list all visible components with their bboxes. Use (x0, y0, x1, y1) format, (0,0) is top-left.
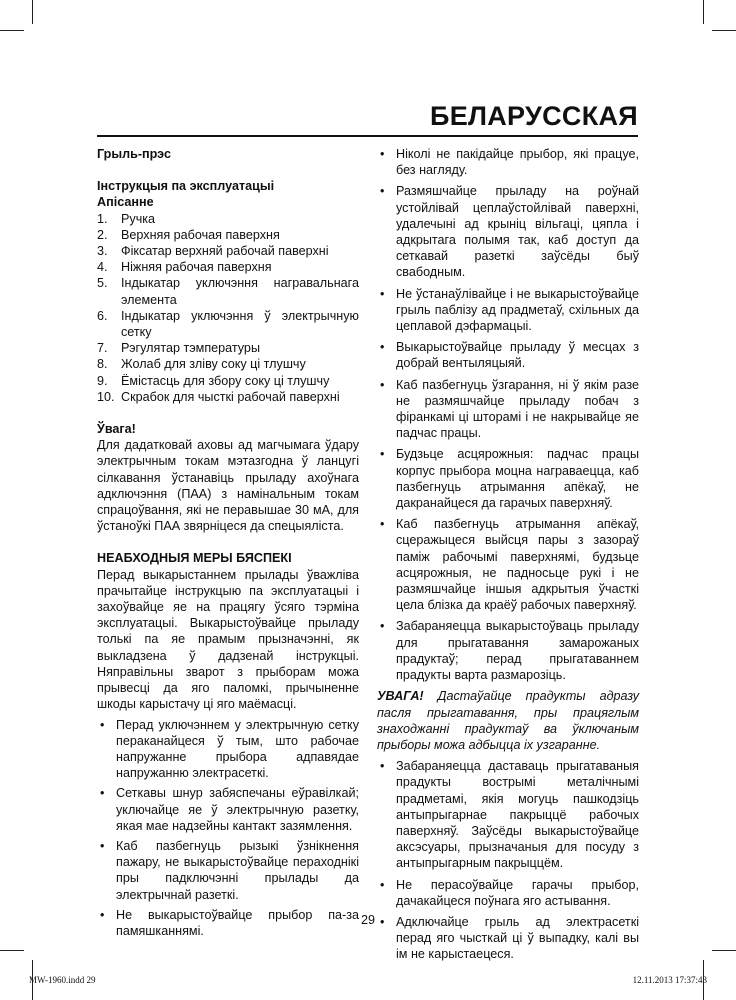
part-number: 3. (97, 244, 108, 259)
part-number: 6. (97, 308, 108, 323)
crop-mark (32, 0, 33, 24)
bullet-icon: • (380, 184, 385, 199)
crop-mark (703, 0, 704, 24)
part-label: Скрабок для чысткі рабочай паверхні (121, 389, 340, 404)
product-title: Грыль-прэс (97, 147, 171, 161)
bullet-text: Не перасоўвайце гарачы прыбор, дачакайцеся поўнага яго астывання. (396, 877, 639, 908)
bullet-text: Адключайце грыль ад электрасеткі перад яго чысткай ці ў выпадку, калі вы ім не карыстаецеся. (396, 914, 639, 962)
safety-bullets-extra (377, 758, 639, 962)
bullet-icon: • (380, 877, 385, 892)
part-item (97, 275, 359, 307)
bullet-icon: • (100, 786, 105, 801)
part-item (97, 308, 359, 340)
part-label: Індыкатар уключэння ў электрычную сетку (121, 308, 359, 340)
crop-mark (712, 30, 736, 31)
bullet-text: Не выкарыстоўвайце прыбор па-за памяшканнямі. (116, 907, 359, 938)
part-label: Ёмістасць для збору соку ці тлушчу (121, 373, 330, 388)
safety-bullets-continued (377, 146, 639, 683)
safety-intro: Перад выкарыстаннем прылады ўважліва прачытайце інструкцыю па эксплуатацыі і захоўвайце яе на працягу ўсяго тэрміна эксплуатацыі. Выкарыстоўвайце прыладу толькі па яе прамым прызначэнні, як выкладзена ў дадзенай інструкцыі. Няправільны зварот з прыборам можа прывесці да яго паломкі, прычыненне шкоды карыстачу ці яго маёмасці. (97, 567, 359, 712)
parts-list (97, 211, 359, 405)
bullet-icon: • (380, 447, 385, 462)
bullet-text: Каб пазбегнуць ўзгарання, ні ў якім разе не размяшчайце прыладу побач з фіранкамі ці шторамі і не накрывайце яе падчас працы. (396, 377, 639, 441)
bullet-icon: • (100, 838, 105, 853)
bullet-icon: • (380, 286, 385, 301)
heading-rule (97, 135, 638, 137)
caution-note (377, 688, 639, 753)
bullet-item (97, 717, 359, 782)
file-slug: MW-1960.indd 29 (29, 975, 96, 985)
bullet-text: Забараняецца даставаць прыгатаваныя прадукты вострымі металічнымі прадметамі, якія могуць пашкодзіць антыпрыгарнае пакрыццё рабочых паверхняў. Заўсёды выкарыстоўвайце аксэсуары, прызначаныя для посуду з антыпрыгарным пакрыццём. (396, 759, 639, 871)
part-item (97, 356, 359, 372)
bullet-icon: • (380, 517, 385, 532)
bullet-icon: • (380, 377, 385, 392)
part-number: 2. (97, 227, 108, 242)
bullet-icon: • (380, 914, 385, 929)
part-label: Індыкатар уключэння награвальнага элемента (121, 276, 359, 307)
warning-title: Ўвага! (97, 422, 136, 437)
bullet-icon: • (100, 907, 105, 922)
safety-title: НЕАБХОДНЫЯ МЕРЫ БЯСПЕКІ (97, 551, 292, 566)
caution-text: Дастаўайце прадукты адразу пасля прыгатавання, пры працяглым знаходжанні прадуктаў ва ўключаным прыборы можа адбыцца іх узгаранне. (377, 689, 640, 752)
bullet-item (377, 516, 639, 613)
bullet-icon: • (380, 147, 385, 161)
part-item (97, 340, 359, 356)
part-number: 4. (97, 260, 108, 275)
bullet-text: Перад уключэннем у электрычную сетку пераканайцеся ў тым, што рабочае напружанне прыбора адпавядае напружанню электрасеткі. (116, 717, 359, 781)
page-number: 29 (360, 913, 375, 927)
bullet-item (97, 785, 359, 834)
instructions-title: Інструкцыя па эксплуатацыі (97, 179, 275, 194)
bullet-text: Сеткавы шнур забяспечаны еўравілкай; уключайце яе ў электрычную разетку, якая мае надзейны кантакт зазямлення. (116, 786, 359, 833)
left-column (97, 146, 359, 943)
bullet-item (377, 877, 639, 909)
part-item (97, 389, 359, 405)
bullet-text: Будзьце асцярожныя: падчас працы корпус прыбора моцна награваецца, каб пазбегнуць атрымання апёкаў, не дакранайцеся да гарачых паверхняў. (396, 447, 639, 511)
part-label: Фіксатар верхняй рабочай паверхні (121, 244, 329, 259)
part-number: 1. (97, 211, 108, 226)
bullet-text: Ніколі не пакідайце прыбор, які працуе, без нагляду. (396, 147, 639, 178)
warning-text: Для дадатковай аховы ад магчымага ўдару электрычным токам мэтазгодна ў ланцугі сілкавання ўстанавіць прыладу ахоўнага адключэння (ПАА) з намінальным токам спрацоўвання, які не перавышае 30 мА, для ўстаноўкі ПАА звярніцеся да спецыяліста. (97, 438, 359, 534)
part-item (97, 243, 359, 259)
bullet-text: Каб пазбегнуць рызыкі ўзнікнення пажару, не выкарыстоўвайце пераходнікі пры падключэнні прылады да электрычнай разеткі. (116, 838, 359, 902)
part-label: Ніжняя рабочая паверхня (121, 260, 272, 275)
part-label: Рэгулятар тэмпературы (121, 341, 260, 356)
part-number: 9. (97, 373, 108, 388)
part-label: Жолаб для зліву соку ці тлушчу (121, 357, 306, 372)
crop-mark (712, 950, 736, 951)
caution-label: УВАГА! (377, 689, 424, 704)
bullet-text: Выкарыстоўвайце прыладу ў месцах з добрай вентыляцыяй. (396, 340, 639, 371)
bullet-text: Размяшчайце прыладу на роўнай устойлівай цеплаўстойлівай паверхні, удалечыні ад крыніц вільгаці, цяпла і адкрытага полымя так, каб доступ да сеткавай разеткі заўсёды быў свабодным. (396, 184, 639, 280)
bullet-item (377, 286, 639, 335)
part-number: 8. (97, 357, 108, 372)
part-number: 10. (97, 389, 115, 404)
crop-mark (0, 30, 24, 31)
part-item (97, 227, 359, 243)
crop-mark (0, 950, 24, 951)
date-slug: 12.11.2013 17:37:43 (632, 975, 707, 985)
bullet-item (377, 339, 639, 371)
language-heading: БЕЛАРУССКАЯ (430, 101, 638, 131)
part-item (97, 259, 359, 275)
description-title: Апісанне (97, 195, 154, 210)
part-number: 7. (97, 341, 108, 356)
bullet-icon: • (380, 340, 385, 355)
bullet-icon: • (380, 619, 385, 634)
bullet-text: Не ўстанаўлівайце і не выкарыстоўвайце грыль паблізу ад прадметаў, схільных да цеплавой дэфармацыі. (396, 286, 639, 334)
right-column (377, 146, 639, 968)
bullet-item (97, 838, 359, 903)
bullet-item (377, 183, 639, 280)
safety-bullets (97, 717, 359, 940)
part-label: Верхняя рабочая паверхня (121, 227, 280, 242)
bullet-item (377, 758, 639, 871)
bullet-item (377, 377, 639, 442)
bullet-item (377, 446, 639, 511)
bullet-text: Каб пазбегнуць атрымання апёкаў, сцеражыцеся выйсця пары з зазораў паміж рабочымі паверхнямі, будзьце асцярожныя, не падносьце рукі і не размяшчайце іншыя адкрытыя ўчасткі цела блізка да краёў рабочых паверхняў. (396, 517, 639, 613)
bullet-item (377, 618, 639, 683)
bullet-icon: • (380, 759, 385, 774)
part-item (97, 211, 359, 227)
bullet-text: Забараняецца выкарыстоўваць прыладу для прыгатавання замарожаных прадуктаў; перад прыгатаваннем прадукты варта размарозіць. (396, 619, 639, 683)
bullet-item (377, 146, 639, 178)
part-number: 5. (97, 276, 108, 291)
part-label: Ручка (121, 211, 156, 226)
bullet-icon: • (100, 717, 105, 732)
part-item (97, 373, 359, 389)
